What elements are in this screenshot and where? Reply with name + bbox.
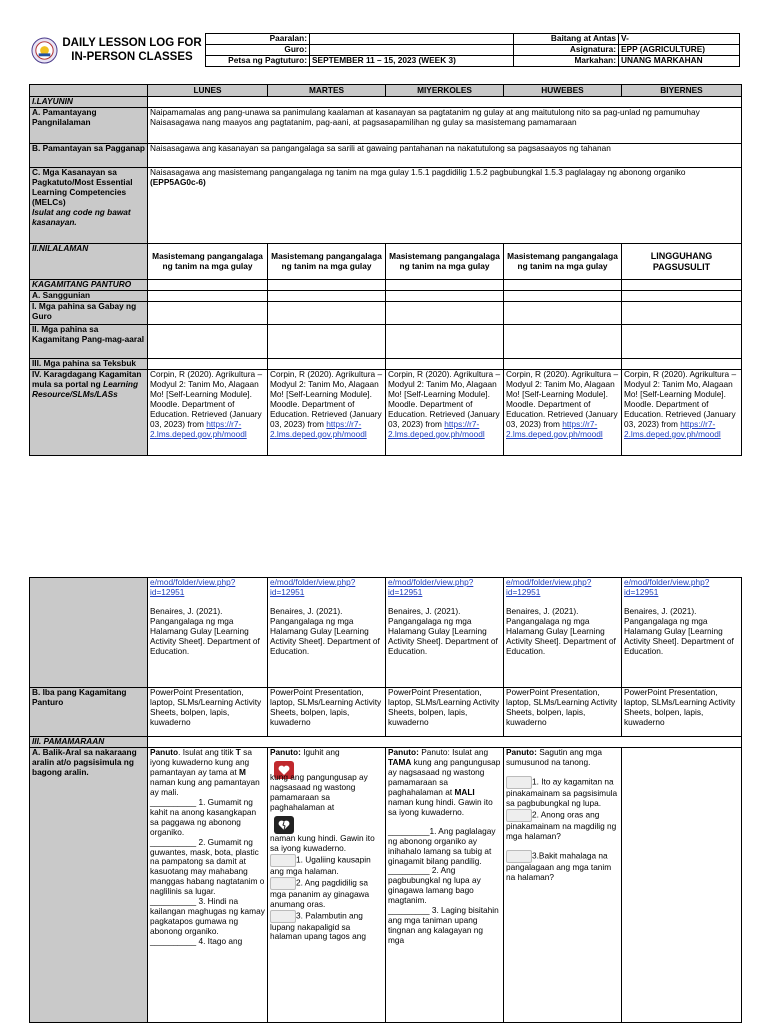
reference-link[interactable]: e/mod/folder/view.php?id=12951 [506, 577, 592, 597]
materials-cell: PowerPoint Presentation, laptop, SLMs/Learning Activity Sheets, bolpen, lapis, kuwaderno [622, 688, 742, 737]
deped-seal-icon [31, 37, 58, 64]
reference-cell: Corpin, R (2020). Agrikultura – Modyul 2: Tanim Mo, Alagaan Mo! [Self-Learning Module]. Moodle. Department of Education. Retrieved (January 03, 2023) from https://r7-2.lms.deped.gov.ph/moodl [504, 370, 622, 456]
broken-heart-icon [274, 816, 294, 834]
asignatura-label: Asignatura: [514, 44, 619, 55]
lesson-log-table-page1 [29, 84, 742, 456]
header-info-table [205, 33, 740, 67]
question-item: __________ 1. Gumamit ng kahit na anong kasangkapan sa paggawa ng abonong organiko. [150, 796, 257, 837]
row-label-kagamitang-pang-mag-aaral: II. Mga pahina sa Kagamitang Pang-mag-aaral [30, 325, 148, 359]
reference-cell: Corpin, R (2020). Agrikultura – Modyul 2: Tanim Mo, Alagaan Mo! [Self-Learning Module]. Moodle. Department of Education. Retrieved (January 03, 2023) from https://r7-2.lms.deped.gov.ph/moodl [622, 370, 742, 456]
day-header: LUNES [148, 85, 268, 97]
reference-cell-cont: e/mod/folder/view.php?id=12951 Benaires, J. (2021). Pangangalaga ng mga Halamang Gulay [Learning Activity Sheet]. Department of Education. [386, 578, 504, 688]
paaralan-label: Paaralan: [206, 34, 310, 45]
petsa-label: Petsa ng Pagtuturo: [206, 55, 310, 66]
question-item: 1. Ito ay kagamitan na pinakamainam sa pagsisimula sa pagbubungkal ng lupa. [506, 776, 618, 808]
wednesday-activity: Panuto: Panuto: Isulat ang TAMA kung ang pangungusap ay nagsasaad ng wastong pamamaraan sa paghahalaman at MALI naman kung hindi. Gawin ito sa iyong kuwaderno. _________1. Ang paglalagay ng abonong organiko ay inihahalo lamang sa tubig at ginagamit bilang pandilig. _________ 2. Ang pagbubungkal ng lupa ay ginagawa lamang bago magtanim. _________ 3. Laging bisitahin ang mga taniman upang tingnan ang kalagayan ng mga [386, 748, 504, 1023]
corner-cell [30, 85, 148, 97]
reference-cell-cont: e/mod/folder/view.php?id=12951 Benaires, J. (2021). Pangangalaga ng mga Halamang Gulay [Learning Activity Sheet]. Department of Education. [148, 578, 268, 688]
day-header: HUWEBES [504, 85, 622, 97]
row-label-pamantayan-sa-pagganap: B. Pamantayan sa Pagganap [30, 144, 148, 168]
baitang-value: V- [619, 34, 740, 45]
section-pamamaraan: III. PAMAMARAAN [30, 737, 148, 748]
markahan-value: UNANG MARKAHAN [619, 55, 740, 66]
question-item: 1. Ugaliing kausapin ang mga halaman. [270, 854, 371, 876]
row-label-pamantayang-pangnilalaman: A. Pamantayang Pangnilalaman [30, 108, 148, 144]
tuesday-activity: Panuto: Iguhit ang kung ang pangungusap ay nagsasaad ng wastong pamamaraan sa paghahalaman at naman kung hindi. Gawin ito sa iyong kuwaderno. 1. Ugaliing kausapin ang mga halaman. 2. Ang pagdidilig sa mga pananim ay ginagawa anumang oras. 3. Palambutin ang lupang nakapaligid sa halaman upang tagos ang [268, 748, 386, 1023]
topic-cell: Masistemang pangangalaga ng tanim na mga gulay [148, 244, 268, 280]
topic-cell-friday: LINGGUHANG PAGSUSULIT [622, 244, 742, 280]
question-item: 2. Ang pagdidilig sa mga pananim ay ginagawa anumang oras. [270, 877, 370, 909]
question-item: 3.Bakit mahalaga na pangalagaan ang mga tanim na halaman? [506, 850, 612, 882]
question-item: _________1. Ang paglalagay ng abonong organiko ay inihahalo lamang sa tubig at ginagamit bilang pandilig. [388, 825, 496, 866]
question-item: _________ 3. Laging bisitahin ang mga taniman upang tingnan ang kalagayan ng mga [388, 905, 499, 946]
materials-cell: PowerPoint Presentation, laptop, SLMs/Learning Activity Sheets, bolpen, lapis, kuwaderno [386, 688, 504, 737]
monday-activity: Panuto. Isulat ang titik T sa iyong kuwaderno kung ang pamantayan ay tama at M naman kung ang pamantayan ay mali. __________ 1. Gumamit ng kahit na anong kasangkapan sa paggawa ng abonong organiko. __________ 2. Gumamit ng guwantes, mask, bota, plastic na pampatong sa damit at kasuotang may mahabang manggas habang nagtatanim o naglilinis sa lugar. __________ 3. Hindi na kailangan maghugas ng kamay pagkatapos gumawa ng abonong organiko. __________ 4. Itago ang [148, 748, 268, 1023]
friday-activity [622, 748, 742, 1023]
asignatura-value: EPP (AGRICULTURE) [619, 44, 740, 55]
reference-cell-cont: e/mod/folder/view.php?id=12951 Benaires, J. (2021). Pangangalaga ng mga Halamang Gulay [Learning Activity Sheet]. Department of Education. [622, 578, 742, 688]
petsa-value: SEPTEMBER 11 – 15, 2023 (WEEK 3) [310, 55, 514, 66]
row-label-sanggunian: A. Sanggunian [30, 291, 148, 302]
reference-link[interactable]: https://r7-2.lms.deped.gov.ph/moodl [506, 418, 603, 439]
row-label-melcs: C. Mga Kasanayan sa Pagkatuto/Most Essential Learning Competencies (MELCs) Isulat ang code ng bawat kasanayan. [30, 168, 148, 244]
document-title: DAILY LESSON LOG FOR IN-PERSON CLASSES [62, 37, 202, 64]
topic-cell: Masistemang pangangalaga ng tanim na mga gulay [504, 244, 622, 280]
reference-cell: Corpin, R (2020). Agrikultura – Modyul 2: Tanim Mo, Alagaan Mo! [Self-Learning Module]. Moodle. Department of Education. Retrieved (January 03, 2023) from https://r7-2.lms.deped.gov.ph/moodl [148, 370, 268, 456]
materials-cell: PowerPoint Presentation, laptop, SLMs/Learning Activity Sheets, bolpen, lapis, kuwaderno [148, 688, 268, 737]
section-layunin: I.LAYUNIN [30, 97, 148, 108]
reference-cell-cont: e/mod/folder/view.php?id=12951 Benaires, J. (2021). Pangangalaga ng mga Halamang Gulay [Learning Activity Sheet]. Department of Education. [268, 578, 386, 688]
reference-link[interactable]: e/mod/folder/view.php?id=12951 [270, 577, 356, 597]
melcs-text: Naisasagawa ang masistemang pangangalaga ng tanim na mga gulay 1.5.1 pagdidilig 1.5.2 pagbubungkal 1.5.3 paglalagay ng abonong organiko (EPP5AG0c-6) [148, 168, 742, 244]
reference-link[interactable]: e/mod/folder/view.php?id=12951 [388, 577, 474, 597]
guro-label: Guro: [206, 44, 310, 55]
guro-value [310, 44, 514, 55]
question-item: __________ 2. Gumamit ng guwantes, mask, bota, plastic na pampatong sa damit at kasuotang may mahabang manggas habang nagtatanim o naglilinis sa lugar. [150, 836, 265, 897]
question-item: 2. Anong oras ang pinakamainam na magdilig ng mga halaman? [506, 809, 617, 841]
materials-cell: PowerPoint Presentation, laptop, SLMs/Learning Activity Sheets, bolpen, lapis, kuwaderno [268, 688, 386, 737]
section-nilalaman: II.NILALAMAN [30, 244, 148, 280]
reference-link[interactable]: e/mod/folder/view.php?id=12951 [624, 577, 710, 597]
reference-link[interactable]: https://r7-2.lms.deped.gov.ph/moodl [388, 418, 485, 439]
reference-link[interactable]: https://r7-2.lms.deped.gov.ph/moodl [270, 418, 367, 439]
row-label-gabay-ng-guro: I. Mga pahina sa Gabay ng Guro [30, 302, 148, 325]
topic-cell: Masistemang pangangalaga ng tanim na mga gulay [386, 244, 504, 280]
materials-cell: PowerPoint Presentation, laptop, SLMs/Learning Activity Sheets, bolpen, lapis, kuwaderno [504, 688, 622, 737]
reference-link[interactable]: https://r7-2.lms.deped.gov.ph/moodl [150, 418, 247, 439]
paaralan-value [310, 34, 514, 45]
thursday-activity: Panuto: Sagutin ang mga sumusunod na tanong. 1. Ito ay kagamitan na pinakamainam sa pagsisimula sa pagbubungkal ng lupa. 2. Anong oras ang pinakamainam na magdilig ng mga halaman? 3.Bakit mahalaga na pangalagaan ang mga tanim na halaman? [504, 748, 622, 1023]
baitang-label: Baitang at Antas [514, 34, 619, 45]
reference-cell: Corpin, R (2020). Agrikultura – Modyul 2: Tanim Mo, Alagaan Mo! [Self-Learning Module]. Moodle. Department of Education. Retrieved (January 03, 2023) from https://r7-2.lms.deped.gov.ph/moodl [268, 370, 386, 456]
pamantayan-sa-pagganap-text: Naisasagawa ang kasanayan sa pangangalaga sa sarili at gawaing pantahanan na nakatutulong sa pagsasaayos ng tahanan [148, 144, 742, 168]
row-label-iba-pang-kagamitan: B. Iba pang Kagamitang Panturo [30, 688, 148, 737]
reference-link[interactable]: https://r7-2.lms.deped.gov.ph/moodl [624, 418, 721, 439]
day-header: MARTES [268, 85, 386, 97]
reference-cell: Corpin, R (2020). Agrikultura – Modyul 2: Tanim Mo, Alagaan Mo! [Self-Learning Module]. Moodle. Department of Education. Retrieved (January 03, 2023) from https://r7-2.lms.deped.gov.ph/moodl [386, 370, 504, 456]
section-kagamitang-panturo: KAGAMITANG PANTURO [30, 280, 148, 291]
question-item: _________ 2. Ang pagbubungkal ng lupa ay ginagawa lamang bago magtanim. [388, 865, 481, 906]
pamantayang-pangnilalaman-text: Naipamamalas ang pang-unawa sa panimulang kaalaman at kasanayan sa pagtatanim ng gulay at ang maitutulong nito sa pag-unlad ng pamumuhay Naisasagawa nang maayos ang pagtatanim, pag-aani, at pagsasapamilihan ng gulay sa masistemang pamamaraan [148, 108, 742, 144]
markahan-label: Markahan: [514, 55, 619, 66]
day-header: MIYERKOLES [386, 85, 504, 97]
question-item: __________ 3. Hindi na kailangan maghugas ng kamay pagkatapos gumawa ng abonong organiko. [150, 896, 265, 937]
question-item: __________ 4. Itago ang [150, 936, 243, 947]
reference-cell-cont: e/mod/folder/view.php?id=12951 Benaires, J. (2021). Pangangalaga ng mga Halamang Gulay [Learning Activity Sheet]. Department of Education. [504, 578, 622, 688]
reference-link[interactable]: e/mod/folder/view.php?id=12951 [150, 577, 236, 597]
topic-cell: Masistemang pangangalaga ng tanim na mga gulay [268, 244, 386, 280]
row-label-teksbuk: III. Mga pahina sa Teksbuk [30, 359, 148, 370]
question-item: 3. Palambutin ang lupang nakapaligid sa halaman upang tagos ang [270, 910, 366, 942]
row-label-karagdagang-kagamitan: IV. Karagdagang Kagamitan mula sa portal ng Learning Resource/SLMs/LASs [30, 370, 148, 456]
row-label-balik-aral: A. Balik-Aral sa nakaraang aralin at/o pagsisimula ng bagong aralin. [30, 748, 148, 1023]
day-header: BIYERNES [622, 85, 742, 97]
lesson-log-table-page2 [29, 577, 742, 1023]
